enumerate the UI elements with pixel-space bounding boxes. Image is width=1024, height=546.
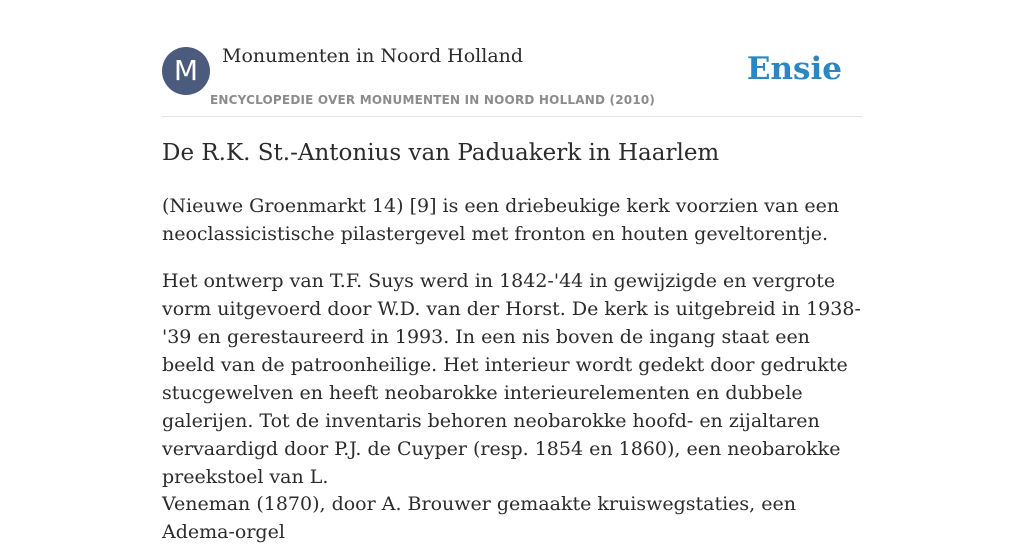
article-paragraph: Het ontwerp van T.F. Suys werd in 1842-'44 in gewijzigde en vergrote vorm uitgevoerd door W.D. van der Horst. De kerk is uitgebreid in 1938-'39 en gerestaureerd in 1993. In een nis boven de ingang staat een beeld van de patroonheilige. Het interieur wordt gedekt door gedrukte stucgewelven en heeft neobarokke interieurelementen en dubbele galerijen. Tot de inventaris behoren neobarokke hoofd- en zijaltaren vervaardigd door P.J. de Cuyper (resp. 1854 en 1860), een neobarokke preekstoel van L.: [162, 270, 861, 488]
header: [162, 0, 862, 117]
article-paragraph: Veneman (1870), door A. Brouwer gemaakte kruiswegstaties, een Adema-orgel: [162, 493, 796, 543]
page: [162, 0, 862, 543]
article-title: De R.K. St.-Antonius van Paduakerk in Haarlem: [162, 140, 720, 166]
avatar[interactable]: M: [162, 47, 210, 95]
book-subtitle: ENCYCLOPEDIE OVER MONUMENTEN IN NOORD HOLLAND (2010): [210, 93, 656, 107]
article-paragraph: (Nieuwe Groenmarkt 14) [9] is een driebeukige kerk voorzien van een neoclassicistische pilastergevel met fronton en houten geveltorentje.: [162, 195, 840, 245]
ensie-logo-link[interactable]: Ensie: [746, 51, 842, 87]
book-title[interactable]: Monumenten in Noord Holland: [222, 45, 524, 67]
